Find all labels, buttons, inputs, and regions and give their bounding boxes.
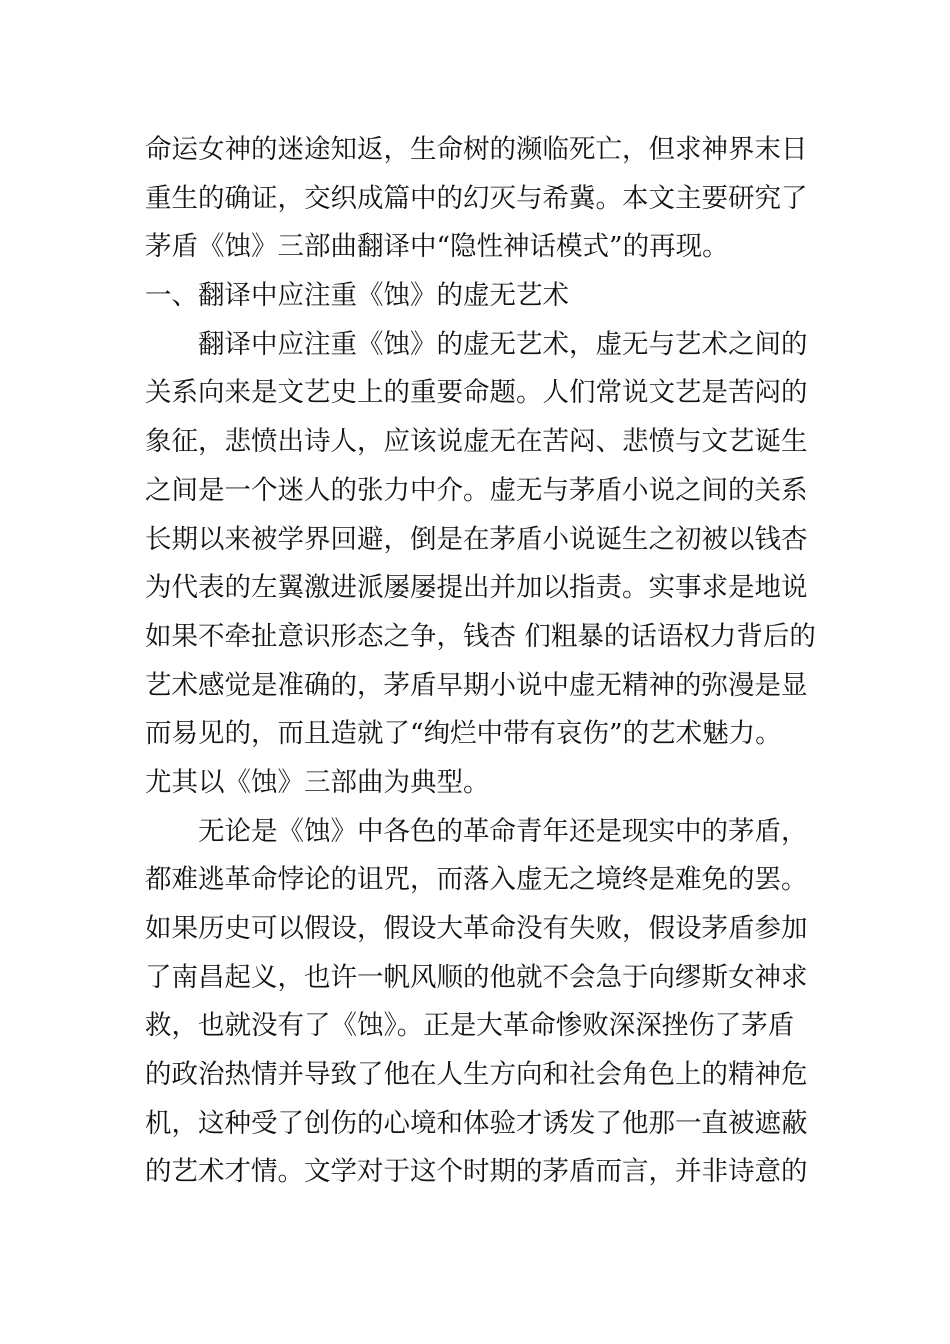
- text-line: 无论是《蚀》中各色的革命青年还是现实中的茅盾，: [198, 815, 808, 847]
- text-line: 而易见的，而且造就了“绚烂中带有哀伤”的艺术魅力。: [145, 718, 782, 750]
- text-line: 的艺术才情。文学对于这个时期的茅盾而言，并非诗意的: [145, 1156, 808, 1188]
- text-line: 重生的确证，交织成篇中的幻灭与希冀。本文主要研究了: [145, 182, 808, 214]
- text-line: 机，这种受了创伤的心境和体验才诱发了他那一直被遮蔽: [145, 1107, 808, 1139]
- document-page: [145, 126, 816, 1197]
- section-heading: 一、翻译中应注重《蚀》的虚无艺术: [145, 280, 569, 312]
- text-line: 了南昌起义，也许一帆风顺的他就不会急于向缪斯女神求: [145, 961, 808, 993]
- text-line: 的政治热情并导致了他在人生方向和社会角色上的精神危: [145, 1059, 808, 1091]
- text-line: 为代表的左翼激进派屡屡提出并加以指责。实事求是地说: [145, 572, 808, 604]
- text-line: 都难逃革命悖论的诅咒，而落入虚无之境终是难免的罢。: [145, 864, 808, 896]
- text-line: 长期以来被学界回避，倒是在茅盾小说诞生之初被以钱杏: [145, 523, 808, 555]
- text-line: 翻译中应注重《蚀》的虚无艺术，虚无与艺术之间的: [198, 328, 808, 360]
- text-line: 艺术感觉是准确的，茅盾早期小说中虚无精神的弥漫是显: [145, 669, 808, 701]
- text-line: 茅盾《蚀》三部曲翻译中“隐性神话模式”的再现。: [145, 231, 729, 263]
- text-line: 尤其以《蚀》三部曲为典型。: [145, 766, 490, 798]
- text-line: 之间是一个迷人的张力中介。虚无与茅盾小说之间的关系: [145, 474, 808, 506]
- text-line: 象征，悲愤出诗人，应该说虚无在苦闷、悲愤与文艺诞生: [145, 426, 808, 458]
- text-line: 救，也就没有了《蚀》。正是大革命惨败深深挫伤了茅盾: [145, 1010, 795, 1042]
- intro-paragraph: [145, 126, 810, 272]
- text-line: 关系向来是文艺史上的重要命题。人们常说文艺是苦闷的: [145, 377, 808, 409]
- text-line: 如果不牵扯意识形态之争，钱杏 们粗暴的话语权力背后的: [145, 620, 816, 652]
- text-line: 命运女神的迷途知返，生命树的濒临死亡，但求神界末日: [145, 134, 808, 165]
- paragraph-2: [145, 808, 810, 1198]
- paragraph-1: [145, 321, 816, 808]
- text-line: 如果历史可以假设，假设大革命没有失败，假设茅盾参加: [145, 913, 808, 944]
